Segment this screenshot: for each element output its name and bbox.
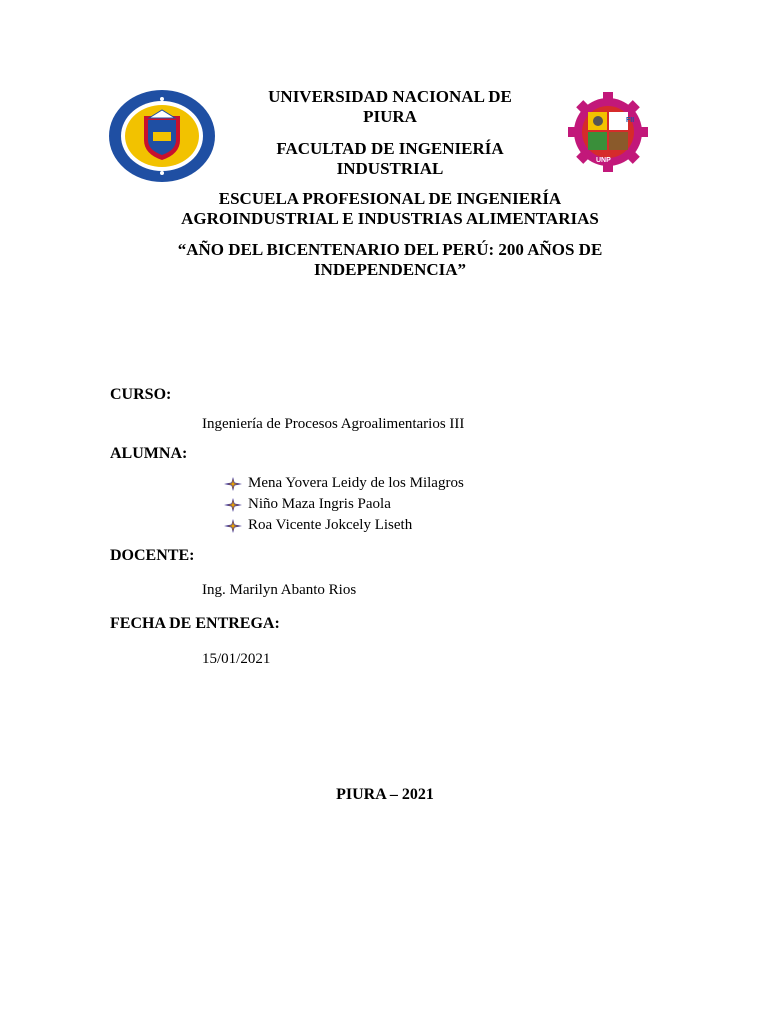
list-item	[224, 515, 464, 536]
star-bullet-icon	[224, 519, 242, 533]
motto-line-2: INDEPENDENCIA”	[313, 260, 467, 279]
course-label: CURSO:	[110, 386, 172, 403]
university-line-2: PIURA	[363, 107, 417, 126]
student-list	[224, 473, 464, 536]
university-name	[230, 87, 550, 127]
list-item	[224, 473, 464, 494]
student-name: Roa Vicente Jokcely Liseth	[248, 517, 413, 533]
students-label: ALUMNA:	[110, 445, 188, 462]
university-seal-logo	[107, 88, 217, 184]
date-label: FECHA DE ENTREGA:	[110, 615, 280, 632]
star-bullet-icon	[224, 498, 242, 512]
year-motto	[110, 240, 670, 280]
school-line-2: AGROINDUSTRIAL E INDUSTRIAS ALIMENTARIAS	[181, 209, 599, 228]
university-line-1: UNIVERSIDAD NACIONAL DE	[268, 87, 512, 106]
faculty-line-1: FACULTAD DE INGENIERÍA	[276, 139, 504, 158]
star-bullet-icon	[224, 477, 242, 491]
school-name	[110, 189, 670, 229]
motto-line-1: “AÑO DEL BICENTENARIO DEL PERÚ: 200 AÑOS DE	[177, 240, 603, 259]
student-name: Niño Maza Ingris Paola	[248, 496, 391, 512]
badge-bottom-label: UNP	[596, 157, 611, 164]
student-name: Mena Yovera Leidy de los Milagros	[248, 475, 464, 491]
teacher-value: Ing. Marilyn Abanto Rios	[202, 582, 357, 598]
date-value: 15/01/2021	[202, 651, 271, 667]
course-value: Ingeniería de Procesos Agroalimentarios III	[202, 416, 465, 432]
list-item	[224, 494, 464, 515]
faculty-line-2: INDUSTRIAL	[336, 159, 444, 178]
teacher-label: DOCENTE:	[110, 547, 195, 564]
faculty-name	[230, 139, 550, 179]
school-line-1: ESCUELA PROFESIONAL DE INGENIERÍA	[218, 189, 562, 208]
faculty-gear-logo	[562, 92, 654, 172]
place-year: PIURA – 2021	[336, 786, 434, 803]
badge-label: FII	[626, 117, 635, 124]
